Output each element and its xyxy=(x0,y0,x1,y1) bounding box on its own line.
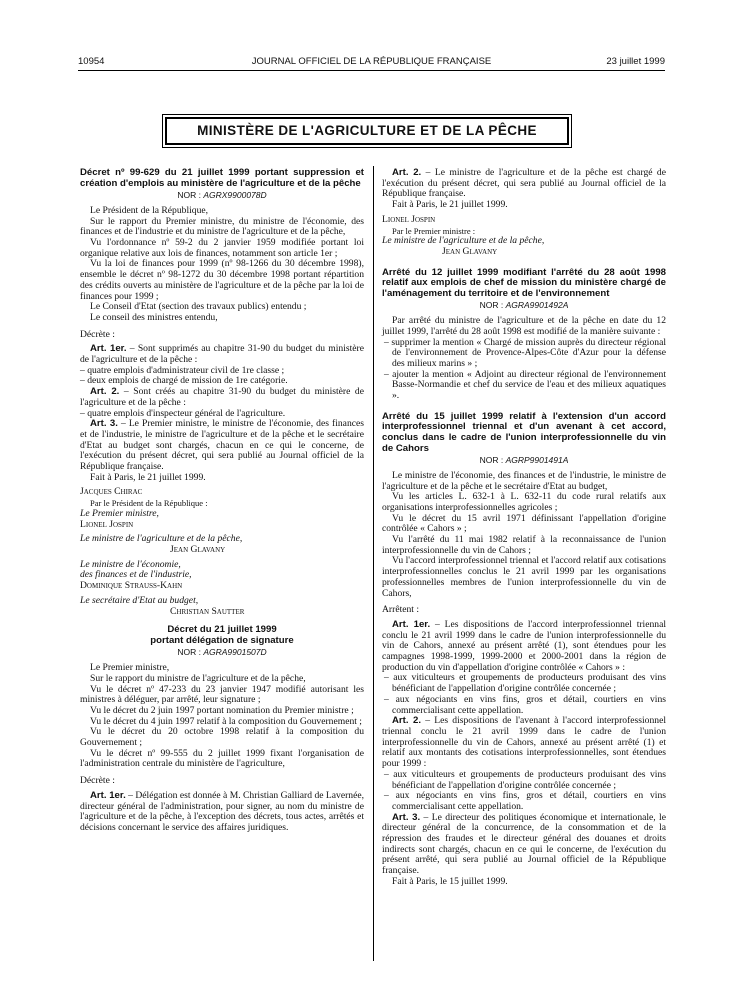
decree2-agri-name: Jean Glavany xyxy=(442,245,498,257)
eco-title-1: Le ministre de l'économie, xyxy=(80,558,181,570)
decree2-decrete: Décrète : xyxy=(80,775,115,787)
agri-title: Le ministre de l'agriculture et de la pêche, xyxy=(80,533,243,545)
arrete2-preamble: Vu l'accord interprofessionnel triennal et l'accord relatif aux cotisations interprofessionnelles conclus le 21 avril 1999 par les organisations professionnelles membres de l'union interprofessionnelle du vin de Cahors, xyxy=(382,555,666,599)
decree2-article-1: Art. 1er. – Délégation est donnée à M. Christian Galliard de Lavernée, directeur général de l'administration, pour signer, au nom du ministre de l'agriculture et de la pêche, à l'exception des décrets, tous actes, arrêtés et décisions concernant le service des affaires juridiques. xyxy=(80,789,364,833)
arrete1-item: – supprimer la mention « Chargé de mission auprès du directeur régional de l'environnement de Provence-Alpes-Côte d'Azur pour la défense des milieux marins » ; xyxy=(384,336,666,369)
header-rule xyxy=(78,70,665,71)
decree1-preamble: Vu l'ordonnance nº 59-2 du 2 janvier 1959 modifiée portant loi organique relative aux lois de finances, notamment son article 1er ; xyxy=(80,237,364,259)
decree1-preamble: Sur le rapport du Premier ministre, du ministre de l'économie, des finances et de l'industrie et du ministre de l'agriculture et de la pêche, xyxy=(80,215,364,238)
arrete2-preamble: Vu les articles L. 632-1 à L. 632-11 du code rural relatifs aux organisations interprofessionnelles agricoles ; xyxy=(382,491,666,513)
decree2-preamble: Vu le décret du 4 juin 1997 relatif à la composition du Gouvernement ; xyxy=(90,715,362,727)
decree2-signatory: Lionel Jospin xyxy=(382,213,436,225)
decree1-done: Fait à Paris, le 21 juillet 1999. xyxy=(90,471,206,483)
arrete2-article-2: Art. 2. – Les dispositions de l'avenant à l'accord interprofessionnel triennal conclu le 21 avril 1999 dans le cadre de l'union interprofessionnelle du vin de Cahors, annexé au présent arrêté (1) et relatif aux montants des cotisations interprofessionnelles, sont étendues pour 1999 : xyxy=(382,715,666,770)
decree1-article-2-item: – quatre emplois d'inspecteur général de l'agriculture. xyxy=(80,407,286,419)
decree2-agri-title: Le ministre de l'agriculture et de la pêche, xyxy=(382,235,545,247)
arrete2-article-1-item: – aux viticulteurs et groupements de producteurs produisant des vins bénéficiant de l'appellation d'origine contrôlée concernée ; xyxy=(384,672,666,695)
decree2-nor: NOR : AGRA9901507D xyxy=(177,647,267,658)
arrete1-nor: NOR : AGRA9901492A xyxy=(479,300,569,311)
pm-title: Le Premier ministre, xyxy=(80,507,159,519)
decree1-decrete: Décrète : xyxy=(80,328,115,340)
by-pm: Par le Premier ministre : xyxy=(392,225,476,236)
signatory-president: Jacques Chirac xyxy=(80,486,143,498)
arrete2-done: Fait à Paris, le 15 juillet 1999. xyxy=(392,875,508,887)
arrete1-item: – ajouter la mention « Adjoint au directeur régional de l'environnement Basse-Normandie et chef du service de l'eau et des milieux aquatiques ». xyxy=(384,368,666,402)
decree2-done: Fait à Paris, le 21 juillet 1999. xyxy=(392,199,508,211)
decree1-article-3: Art. 3. – Le Premier ministre, le ministre de l'économie, des finances et de l'industrie, le ministre de l'agriculture et de la pêche et le secrétaire d'Etat au budget sont chargés, chacun en ce qui le concerne, de l'exécution du présent décret, qui sera publié au Journal officiel de la République française. xyxy=(80,418,364,473)
budget-title: Le secrétaire d'Etat au budget, xyxy=(80,594,199,606)
decree1-preamble: Le Président de la République, xyxy=(90,204,209,216)
eco-name: Dominique Strauss-Kahn xyxy=(80,580,183,592)
issue-date: 23 juillet 1999 xyxy=(606,56,665,67)
decree2-preamble: Sur le rapport du ministre de l'agriculture et de la pêche, xyxy=(90,672,306,684)
decree1-preamble: Le conseil des ministres entendu, xyxy=(90,311,218,323)
decree2-preamble: Le Premier ministre, xyxy=(90,662,170,674)
decree1-nor: NOR : AGRX9900078D xyxy=(177,190,267,201)
arrete1-title: Arrêté du 12 juillet 1999 modifiant l'arrêté du 28 août 1998 relatif aux emplois de chef de mission du ministère chargé de l'aménagement du territoire et de l'environnement xyxy=(382,266,666,299)
decree1-title: Décret nº 99-629 du 21 juillet 1999 portant suppression et création d'emplois au ministère de l'agriculture et de la pêche xyxy=(80,167,364,189)
arrete2-preamble: Vu le décret du 15 avril 1971 définissant l'appellation d'origine contrôlée « Cahors » ; xyxy=(382,512,666,535)
decree1-article-1: Art. 1er. – Sont supprimés au chapitre 31-90 du budget du ministère de l'agriculture et de la pêche : xyxy=(80,343,364,366)
ministry-heading: MINISTÈRE DE L'AGRICULTURE ET DE LA PÊCHE xyxy=(165,117,569,145)
journal-title: JOURNAL OFFICIEL DE LA RÉPUBLIQUE FRANÇAISE xyxy=(251,56,492,67)
agri-name: Jean Glavany xyxy=(170,543,226,555)
by-president: Par le Président de la République : xyxy=(90,498,208,509)
eco-title-2: des finances et de l'industrie, xyxy=(80,569,192,581)
arrete2-article-1-item: – aux négociants en vins fins, gros et détail, courtiers en vins commercialisant cette appellation. xyxy=(384,693,666,716)
decree2-preamble: Vu le décret du 20 octobre 1998 relatif à la composition du Gouvernement ; xyxy=(80,726,364,749)
arrete2-article-1: Art. 1er. – Les dispositions de l'accord interprofessionnel triennal conclu le 21 avril 1999 dans le cadre de l'union interprofessionnelle du vin de Cahors, annexé au présent arrêté (1), sont étendues pour les campagnes 1998-1999, 1999-2000 et 2000-2001 dans la région de production du vin d'appellation d'origine contrôlée « Cahors » : xyxy=(382,618,666,673)
arrete2-arretent: Arrêtent : xyxy=(382,604,420,616)
arrete2-preamble: Vu l'arrêté du 11 mai 1982 relatif à la reconnaissance de l'union interprofessionnelle du vin de Cahors ; xyxy=(382,534,666,556)
decree1-article-2: Art. 2. – Sont créés au chapitre 31-90 du budget du ministère de l'agriculture et de la pêche : xyxy=(80,386,364,408)
budget-name: Christian Sautter xyxy=(170,605,245,617)
decree1-preamble: Le Conseil d'Etat (section des travaux publics) entendu ; xyxy=(90,301,307,313)
decree1-preamble: Vu la loi de finances pour 1999 (nº 98-1266 du 30 décembre 1998), ensemble le décret nº 98-1272 du 30 décembre 1998 portant répartition des crédits ouverts au ministère de l'agriculture et de la pêche par la loi de finances pour 1999 ; xyxy=(80,258,364,302)
arrete2-article-2-item: – aux viticulteurs et groupements de producteurs produisant des vins bénéficiant de l'appellation d'origine contrôlée concernée ; xyxy=(384,768,666,791)
arrete2-article-2-item: – aux négociants en vins fins, gros et détail, courtiers en vins commercialisant cette appellation. xyxy=(384,790,666,812)
arrete2-preamble: Le ministre de l'économie, des finances et de l'industrie, le ministre de l'agriculture et de la pêche et le secrétaire d'Etat au budget, xyxy=(382,469,666,492)
column-divider xyxy=(373,166,374,961)
right-column xyxy=(382,168,666,888)
running-header xyxy=(78,56,665,70)
arrete2-article-3: Art. 3. – Le directeur des politiques économique et internationale, le directeur général de la concurrence, de la consommation et de la répression des fraudes et le directeur général des douanes et droits indirects sont chargés, chacun en ce qui le concerne, de l'exécution du présent arrêté, qui sera publié au Journal officiel de la République française. xyxy=(382,811,666,877)
arrete2-nor: NOR : AGRP9901491A xyxy=(479,455,569,466)
decree2-title-1: Décret du 21 juillet 1999 xyxy=(167,624,277,636)
decree1-article-1-item: – deux emplois de chargé de mission de 1re catégorie. xyxy=(80,375,288,387)
page-number: 10954 xyxy=(78,56,105,67)
left-column xyxy=(80,168,364,834)
decree2-article-2: Art. 2. – Le ministre de l'agriculture et de la pêche est chargé de l'exécution du présent décret, qui sera publié au Journal officiel de la République française. xyxy=(382,167,666,200)
decree2-preamble: Vu le décret nº 99-555 du 2 juillet 1999 fixant l'organisation de l'administration centrale du ministère de l'agriculture, xyxy=(80,747,364,770)
arrete2-title: Arrêté du 15 juillet 1999 relatif à l'extension d'un accord interprofessionnel triennal et d'un avenant à cet accord, conclus dans le cadre de l'union interprofessionnelle du vin de Cahors xyxy=(382,410,666,454)
arrete1-intro: Par arrêté du ministre de l'agriculture et de la pêche en date du 12 juillet 1999, l'arrêté du 28 août 1998 est modifié de la manière suivante : xyxy=(382,315,666,337)
decree2-title-2: portant délégation de signature xyxy=(150,634,294,646)
pm-name: Lionel Jospin xyxy=(80,518,134,530)
decree1-article-1-item: – quatre emplois d'administrateur civil de 1re classe ; xyxy=(80,364,285,376)
decree2-preamble: Vu le décret du 2 juin 1997 portant nomination du Premier ministre ; xyxy=(90,704,354,716)
decree2-preamble: Vu le décret nº 47-233 du 23 janvier 1947 modifié autorisant les ministres à déléguer, par arrêté, leur signature ; xyxy=(80,683,364,706)
